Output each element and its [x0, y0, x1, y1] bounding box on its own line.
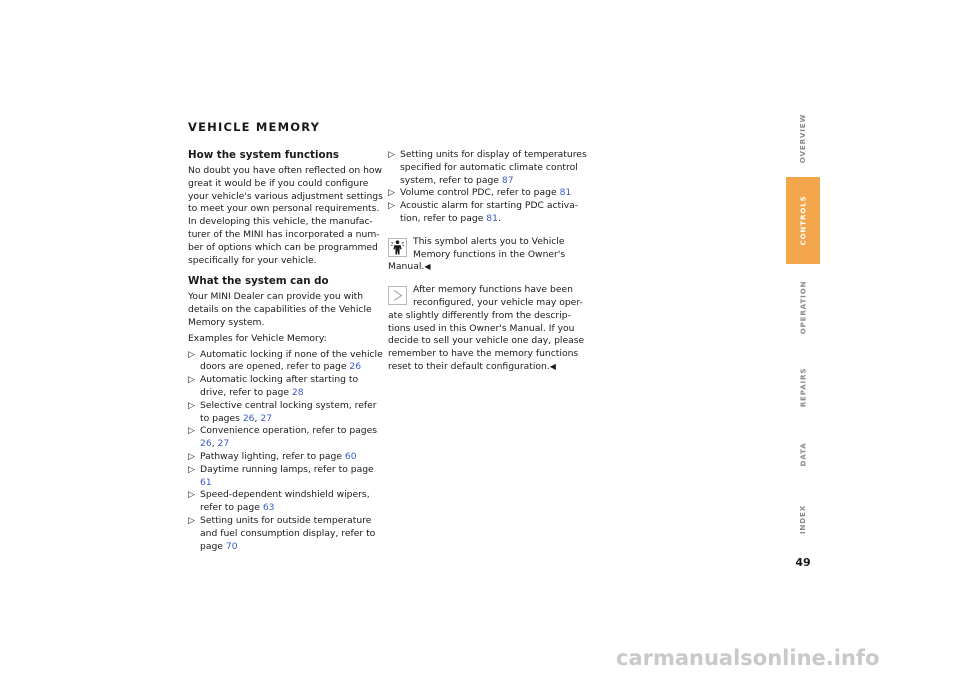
- list-item: [388, 187, 588, 200]
- bullet-triangle-icon: ▷: [188, 515, 195, 526]
- tab-label: OVERVIEW: [798, 113, 808, 163]
- list-item: [188, 374, 386, 400]
- left-column: [188, 149, 386, 553]
- tab-repairs[interactable]: [786, 351, 820, 423]
- list-item-text: Pathway lighting, refer to page: [200, 450, 345, 462]
- tab-label: OPERATION: [798, 280, 808, 335]
- page-reference-link[interactable]: 26: [242, 412, 255, 424]
- bullet-triangle-icon: ▷: [188, 464, 195, 475]
- end-mark: ◀: [549, 361, 556, 371]
- bullet-triangle-icon: ▷: [188, 426, 195, 437]
- list-item: ▷ Selective central locking system, refer to pages 26, 27: [188, 399, 377, 424]
- note-symbol-text: This symbol alerts you to Vehicle Memory functions in the Owner's Manual.: [388, 235, 566, 273]
- list-item-text: Automatic locking if none of the vehicle doors are opened, refer to page: [200, 348, 383, 373]
- list-item-text: Setting units for display of temperatures specified for automatic climate control system, refer to page: [400, 149, 587, 186]
- bullet-triangle-icon: ▷: [188, 375, 195, 386]
- tab-label: DATA: [798, 442, 808, 467]
- heading-how-system-functions: How the system functions: [188, 149, 340, 161]
- tab-operation[interactable]: [786, 264, 820, 351]
- watermark: carmanualsonline.info: [616, 646, 880, 670]
- list-item-text: Setting units for outside temperature and fuel consumption display, refer to page: [200, 514, 376, 552]
- list-item-text: Selective central locking system, refer to pages: [200, 399, 377, 424]
- list-item-text: Acoustic alarm for starting PDC activa-tion, refer to page: [400, 200, 579, 224]
- tab-index[interactable]: [786, 486, 820, 552]
- note-reconfigured: [388, 284, 588, 374]
- paragraph-examples: Examples for Vehicle Memory:: [188, 332, 327, 344]
- page-reference-link[interactable]: 28: [291, 386, 304, 398]
- list-item: [388, 149, 588, 187]
- list-item: [188, 451, 386, 464]
- page-reference-link[interactable]: 27: [217, 438, 230, 450]
- tab-label: REPAIRS: [798, 367, 808, 407]
- left-bullet-list: [188, 349, 386, 554]
- page-reference-link[interactable]: 61: [200, 476, 212, 488]
- bullet-triangle-icon: ▷: [188, 400, 195, 411]
- page-reference-link[interactable]: 27: [260, 412, 273, 424]
- vehicle-memory-person-icon: [388, 238, 407, 257]
- note-symbol: [388, 236, 588, 274]
- bullet-triangle-icon: ▷: [188, 349, 195, 360]
- list-item-text: Convenience operation, refer to pages: [200, 425, 378, 437]
- tab-label: CONTROLS: [798, 195, 808, 246]
- paragraph-intro: No doubt you have often reflected on how great it would be if you could configure your vehicle's various adjustment settings to meet your own personal requirements. In developing this vehicle, the manufac-turer of the MINI has incorporated a num-ber of options which can be programmed specifically for your vehicle.: [188, 165, 383, 266]
- page-reference-link[interactable]: 70: [225, 540, 238, 552]
- paragraph-dealer: Your MINI Dealer can provide you with details on the capabilities of the Vehicle Memory system.: [188, 291, 372, 328]
- list-item: [188, 464, 386, 490]
- list-item: [188, 489, 386, 515]
- page-reference-link[interactable]: 26: [200, 438, 212, 450]
- list-item-text: Daytime running lamps, refer to page: [200, 463, 374, 475]
- tab-label: INDEX: [798, 504, 808, 534]
- list-item-text: Volume control PDC, refer to page: [400, 187, 560, 199]
- page-title: VEHICLE MEMORY: [188, 120, 321, 134]
- bullet-triangle-icon: ▷: [388, 150, 395, 160]
- bullet-triangle-icon: ▷: [188, 451, 195, 462]
- right-column: [388, 149, 588, 374]
- heading-what-system-can-do: What the system can do: [188, 275, 329, 288]
- list-item: ▷ Convenience operation, refer to pages 26, 27: [188, 425, 378, 450]
- note-triangle-icon: [388, 286, 407, 305]
- end-mark: ◀: [424, 262, 431, 272]
- list-item-suffix: .: [497, 212, 501, 224]
- list-item-text: Speed-dependent windshield wipers, refer to page: [200, 489, 370, 514]
- list-item: [388, 200, 588, 226]
- note-reconfigured-text: After memory functions have been reconfigured, your vehicle may oper-ate slightly differently from the descrip-tions used in this Owner's Manual. If you decide to sell your vehicle one day, please remember to have the memory functions reset to their default configuration.: [388, 284, 585, 372]
- tab-data[interactable]: [786, 423, 820, 486]
- section-tabs: [786, 99, 820, 552]
- list-item-text: Automatic locking after starting to drive, refer to page: [200, 374, 359, 398]
- page-reference-link[interactable]: 63: [262, 502, 275, 514]
- page-reference-link[interactable]: 87: [501, 174, 514, 186]
- page-reference-link[interactable]: 26: [349, 361, 362, 373]
- page-reference-link[interactable]: 81: [486, 212, 498, 224]
- page-reference-link[interactable]: 81: [559, 187, 572, 199]
- page-reference-link[interactable]: 60: [344, 450, 357, 462]
- bullet-triangle-icon: ▷: [388, 201, 395, 212]
- bullet-triangle-icon: ▷: [388, 188, 395, 199]
- list-item: [188, 515, 386, 553]
- bullet-triangle-icon: ▷: [188, 490, 195, 501]
- page-number: 49: [795, 556, 811, 569]
- list-item: [188, 349, 386, 375]
- tab-controls[interactable]: [786, 177, 820, 264]
- tab-overview[interactable]: [786, 99, 820, 177]
- right-bullet-list: [388, 149, 588, 226]
